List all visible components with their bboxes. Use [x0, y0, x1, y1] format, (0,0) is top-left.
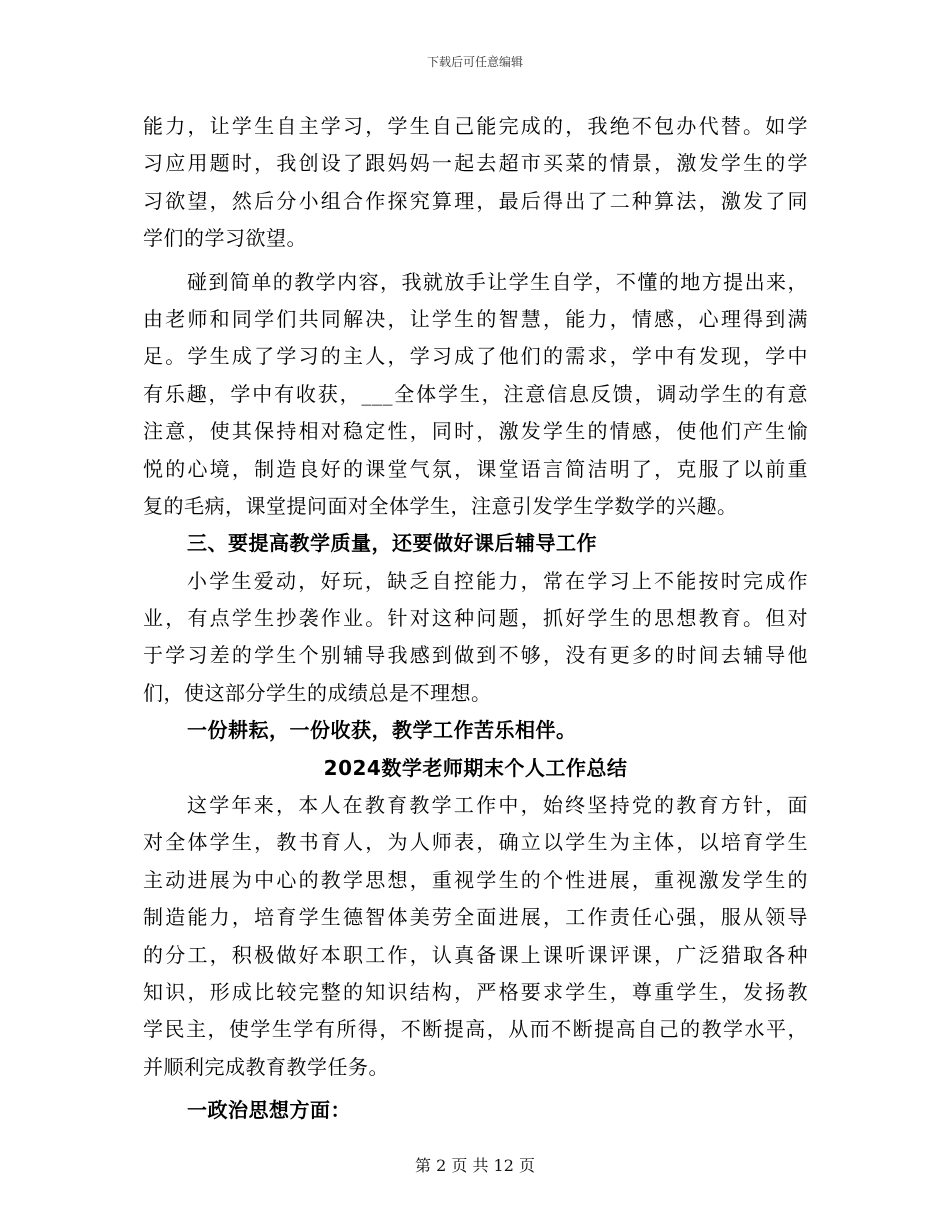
section-heading: 一政治思想方面： [187, 1098, 351, 1123]
text-line: 习欲望，然后分小组合作探究算理，最后得出了二种算法，激发了同 [143, 188, 808, 213]
text-line: 们，使这部分学生的成绩总是不理想。 [143, 680, 492, 705]
text-line: 注意，使其保持相对稳定性，同时，激发学生的情感，使他们产生愉 [143, 419, 808, 444]
text-line: 碰到简单的教学内容，我就放手让学生自学，不懂的地方提出来， [187, 269, 808, 294]
text-line: 复的毛病，课堂提问面对全体学生，注意引发学生学数学的兴趣。 [143, 493, 738, 518]
text-line: 并顺利完成教育教学任务。 [143, 1054, 389, 1079]
text-line: 习应用题时，我创设了跟妈妈一起去超市买菜的情景，激发学生的学 [143, 151, 808, 176]
text-line: 悦的心境，制造良好的课堂气氛，课堂语言简洁明了，克服了以前重 [143, 456, 808, 481]
section-heading: 三、要提高教学质量，还要做好课后辅导工作 [187, 531, 597, 556]
text-line: 主动进展为中心的教学思想，重视学生的个性进展，重视激发学生的 [143, 867, 808, 892]
text-line: 有乐趣，学中有收获，___全体学生，注意信息反馈，调动学生的有意 [143, 381, 808, 406]
text-line: 业，有点学生抄袭作业。针对这种问题，抓好学生的思想教育。但对 [143, 606, 808, 631]
text-line: 对全体学生，教书育人，为人师表，确立以学生为主体，以培育学生 [143, 830, 808, 855]
text-line: 制造能力，培育学生德智体美劳全面进展，工作责任心强，服从领导 [143, 905, 808, 930]
text-line: 知识，形成比较完整的知识结构，严格要求学生，尊重学生，发扬教 [143, 979, 808, 1004]
text-line: 由老师和同学们共同解决，让学生的智慧，能力，情感，心理得到满 [143, 306, 808, 331]
text-line: 的分工，积极做好本职工作，认真备课上课听课评课，广泛猎取各种 [143, 942, 808, 967]
document-title: 2024数学老师期末个人工作总结 [323, 755, 628, 780]
text-line: 能力，让学生自主学习，学生自己能完成的，我绝不包办代替。如学 [143, 114, 808, 138]
text-line: 小学生爱动，好玩，缺乏自控能力，常在学习上不能按时完成作 [187, 568, 808, 593]
text-line: 学民主，使学生学有所得，不断提高，从而不断提高自己的教学水平， [143, 1017, 808, 1042]
text-line: 足。学生成了学习的主人，学习成了他们的需求，学中有发现，学中 [143, 344, 808, 369]
section-heading: 一份耕耘，一份收获，教学工作苦乐相伴。 [187, 718, 577, 743]
text-line: 学们的学习欲望。 [143, 226, 307, 251]
text-line: 于学习差的学生个别辅导我感到做到不够，没有更多的时间去辅导他 [143, 643, 808, 668]
text-line: 这学年来，本人在教育教学工作中，始终坚持党的教育方针，面 [187, 793, 808, 818]
document-body [143, 108, 808, 1130]
page-footer: 第 2 页 共 12 页 [415, 1156, 535, 1175]
page-header: 下载后可任意编辑 [426, 55, 523, 69]
